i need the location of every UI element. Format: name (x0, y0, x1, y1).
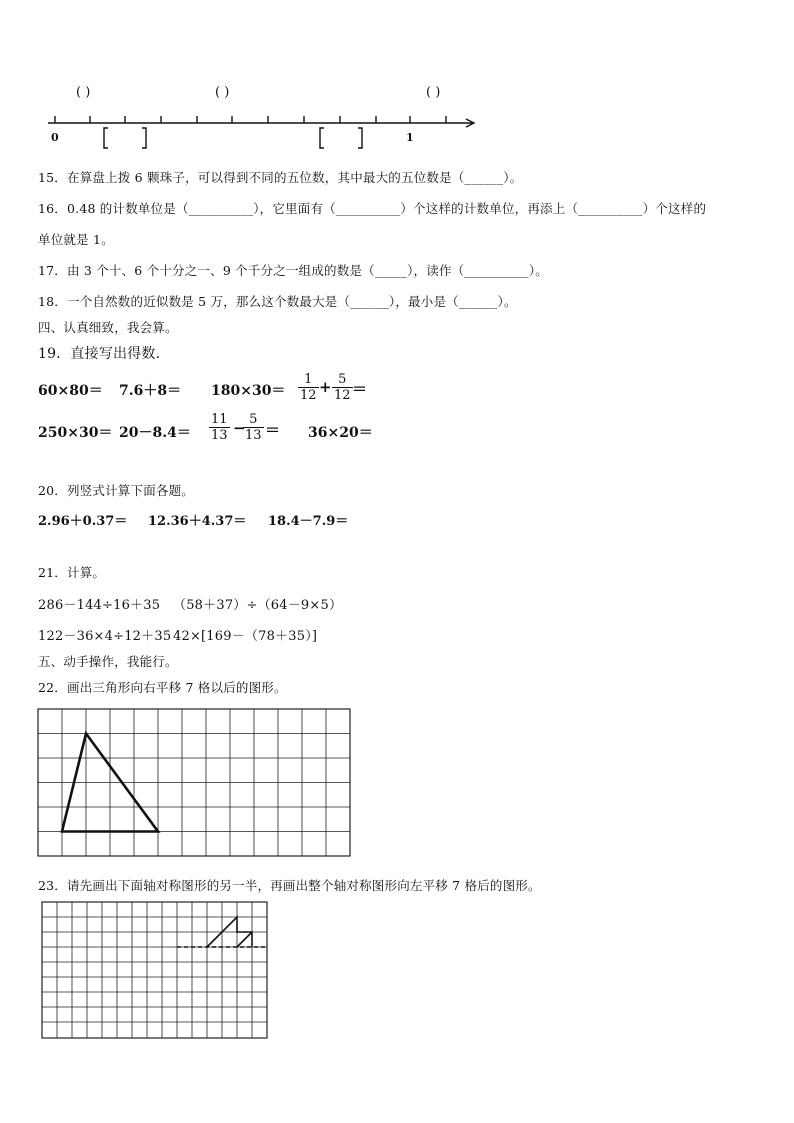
question-19-title: 19．直接写出得数. (38, 346, 161, 362)
number-line-ticks (55, 116, 446, 123)
q19-expr-1: 60×80＝ (38, 383, 103, 399)
q19-fraction-op-2: − (233, 419, 246, 437)
number-line-paren-2: ( ) (215, 85, 230, 100)
q19-fraction-1b: $\frac{5}{12}$ (334, 372, 351, 403)
answer-bracket-left-1 (104, 128, 108, 148)
q19-fraction-eq-2: ＝ (265, 421, 281, 439)
q19-fraction-2a: $\frac{11}{13}$ (211, 412, 228, 443)
q23-half-figure (207, 917, 252, 947)
question-23-title: 23．请先画出下面轴对称图形的另一半，再画出整个轴对称图形向左平移 7 格后的图形。 (38, 878, 541, 893)
q22-grid-hlines (38, 734, 350, 832)
number-line-label-0: 0 (51, 131, 59, 144)
q19-expr-3: 180×30＝ (211, 383, 286, 399)
q23-grid-hlines (42, 917, 267, 1022)
question-16-line-1: 16．0.48 的计数单位是（__________），它里面有（__________）个这样的计数单位，再添上（__________）个这样的 (38, 201, 707, 216)
q21-item-4: 42×[169－（78＋35）] (173, 629, 318, 644)
answer-bracket-right-1 (142, 128, 146, 148)
q20-item-3: 18.4－7.9＝ (268, 514, 349, 529)
q19-expr-4: 250×30＝ (38, 425, 113, 441)
q23-half-figure-diagonal (237, 932, 252, 947)
question-22-title: 22．画出三角形向右平移 7 格以后的图形。 (38, 680, 287, 695)
q19-fraction-op-1: + (319, 378, 332, 396)
q19-fraction-2b: $\frac{5}{13}$ (245, 412, 262, 443)
q19-expr-6: 36×20＝ (308, 425, 373, 441)
section-5-title: 五、动手操作，我能行。 (38, 654, 178, 669)
question-16-line-2: 单位就是 1。 (38, 232, 114, 247)
question-17: 17．由 3 个十、6 个十分之一、9 个千分之一组成的数是（_____），读作（__________）。 (38, 263, 549, 278)
answer-bracket-left-2 (320, 128, 324, 148)
q19-expr-2: 7.6＋8＝ (119, 383, 182, 399)
q22-triangle (62, 734, 158, 832)
q23-grid-vlines (57, 902, 252, 1038)
q21-item-2: （58＋37）÷（64－9×5） (173, 598, 343, 613)
q19-expr-5: 20－8.4＝ (119, 425, 191, 441)
question-15: 15．在算盘上拨 6 颗珠子，可以得到不同的五位数，其中最大的五位数是（______）。 (38, 170, 523, 185)
number-line-label-1: 1 (406, 131, 414, 144)
q21-item-3: 122－36×4÷12＋35 (38, 629, 172, 644)
number-line-paren-1: ( ) (76, 85, 91, 100)
q23-grid (42, 902, 267, 1038)
question-18: 18．一个自然数的近似数是 5 万，那么这个数最大是（______），最小是（______）。 (38, 294, 517, 309)
answer-bracket-right-2 (358, 128, 362, 148)
number-line-arrow (466, 119, 474, 127)
q19-fraction-eq-1: ＝ (352, 380, 368, 398)
number-line-paren-3: ( ) (426, 85, 441, 100)
q20-item-1: 2.96＋0.37＝ (38, 514, 128, 529)
section-4-title: 四、认真细致，我会算。 (38, 320, 178, 335)
question-20-title: 20．列竖式计算下面各题。 (38, 483, 195, 498)
q19-fraction-1a: $\frac{1}{12}$ (300, 372, 317, 403)
q21-item-1: 286－144÷16＋35 (38, 598, 161, 613)
q22-grid-vlines (62, 709, 326, 856)
question-21-title: 21．计算。 (38, 565, 106, 580)
q20-item-2: 12.36＋4.37＝ (148, 514, 247, 529)
q22-grid (38, 709, 350, 856)
